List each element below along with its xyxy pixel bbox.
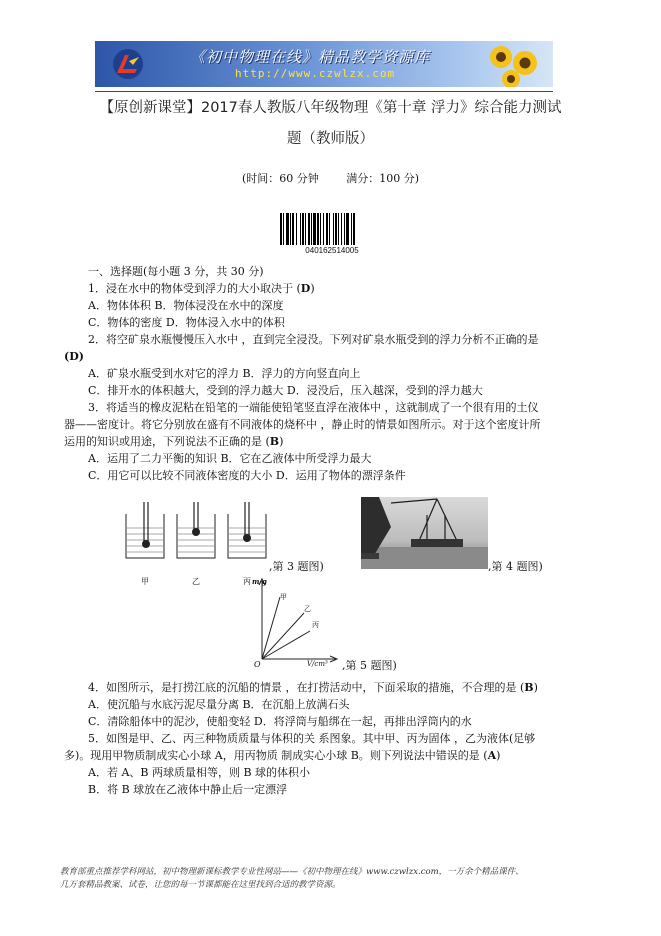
header-divider [95,91,553,92]
barcode-bar [296,213,297,245]
document-title-line2: 题（教师版） [287,131,374,147]
barcode-bar [290,213,291,245]
answer-5: A [487,749,497,762]
barcode-bar [313,213,316,245]
question-2-options-ab: A．矿泉水瓶受到水对它的浮力 B．浮力的方向竖直向上 [88,367,361,380]
question-1-options-cd: C．物体的密度 D．物体浸入水中的体积 [88,316,285,329]
series-label-bing: 丙 [312,621,319,629]
barcode-bar [323,213,324,245]
question-5-line1: 5．如图是甲、乙、丙三种物质质量与体积的关 系图象。其中甲、丙为固体 ，乙为液体(足够 [88,732,536,745]
barcode-bar [333,213,334,245]
figure-5-caption: ,第 5 题图) [342,659,397,672]
barcode-bar [341,213,342,245]
exam-meta [0,170,661,186]
barcode-bar [338,213,339,245]
barcode-bar [302,213,304,245]
label-bing: 丙 [243,577,251,586]
question-3-line2: 器——密度计。将它分别放在盛有不同液体的烧杯中 ，静止时的情景如图所示。对于这个密度计所 [64,418,541,431]
document-title-line1: 【原创新课堂】2017春人教版八年级物理《第十章 浮力》综合能力测试 [99,100,562,116]
origin-label: O [254,660,261,669]
question-4-options-ab: A．使沉船与水底污泥尽量分离 B．在沉船上放满石头 [88,698,350,711]
barcode-bar [280,213,282,245]
barcode-bar [353,213,355,245]
barcode-bar [320,213,321,245]
barcode-bar [305,213,306,245]
footer-line-1: 教育部重点推荐学科网站，初中物理新课标教学专业性网站——《初中物理在线》www.czwlzx.com，一万余个精品课件、 [60,867,524,877]
barcode-bar [283,213,284,245]
barcode-bar [329,213,330,245]
question-1: 1．浸在水中的物体受到浮力的大小取决于 (D) [88,282,315,295]
barcode-bar [308,213,310,245]
figure-3-beakers [122,500,274,572]
x-axis-label: V/cm³ [307,660,328,668]
barcode-bar [292,213,294,245]
question-5-option-a: A．若 A、B 两球质量相等，则 B 球的体积小 [88,766,311,779]
section-heading: 一、选择题(每小题 3 分，共 30 分) [88,265,264,278]
series-label-yi: 乙 [304,605,311,613]
y-axis-label: m/g [252,577,267,586]
banner-title: 《初中物理在线》精品教学资源库 [190,48,431,66]
answer-4: B [524,681,534,694]
barcode-number: 040162514005 [305,246,359,255]
question-3-line1: 3．将适当的橡皮泥粘在铅笔的一端能使铅笔竖直浮在液体中 ，这就制成了一个很有用的土仪 [88,401,539,414]
question-2: 2．将空矿泉水瓶慢慢压入水中 ，直到完全浸没。下列对矿泉水瓶受到的浮力分析不正确的是 [88,333,539,346]
question-5-line2: 多)。现用甲物质制成实心小球 A，用丙物质 制成实心小球 B。则下列说法中错误的是 (A) [64,749,501,762]
question-1-options-ab: A．物体体积 B．物体浸没在水中的深度 [88,299,284,312]
answer-2: (D) [64,350,84,363]
series-label-jia: 甲 [280,593,287,601]
label-jia: 甲 [141,577,149,586]
question-3-options-cd: C．用它可以比较不同液体密度的大小 D．运用了物体的漂浮条件 [88,469,406,482]
barcode-image [278,213,386,245]
beaker-jia [126,514,164,558]
footer-line-2: 几万套精品教案、试卷，让您的每一节课都能在这里找到合适的教学资源。 [60,880,341,890]
header-banner [95,41,553,87]
barcode-bar [317,213,319,245]
answer-1: D [300,282,311,295]
barcode-bar [286,213,289,245]
exam-time: (时间：60 分钟 [241,172,319,185]
label-yi: 乙 [192,577,200,586]
exam-score: 满分：100 分) [346,172,420,185]
figure-3-caption: ,第 3 题图) [269,560,324,573]
figure-4-salvage-photo [361,497,488,569]
answer-3: B [269,435,280,448]
question-4: 4．如图所示，是打捞江底的沉船的情景 ，在打捞活动中，下面采取的措施，不合理的是 (B) [88,681,538,694]
question-4-options-cd: C．清除船体中的泥沙，使船变轻 D．将浮筒与船绑在一起，再排出浮筒内的水 [88,715,472,728]
question-3-options-ab: A．运用了二力平衡的知识 B．它在乙液体中所受浮力最大 [88,452,372,465]
question-2-options-cd: C．排开水的体积越大，受到的浮力越大 D．浸没后，压入越深，受到的浮力越大 [88,384,483,397]
question-3-line3: 运用的知识或用途，下列说法不正确的是 (B) [64,435,284,448]
figure-4-caption: ,第 4 题图) [488,560,543,573]
banner-url[interactable]: http://www.czwlzx.com [235,67,396,80]
barcode-bar [346,213,349,245]
page-footer [60,866,620,892]
question-5-option-b: B．将 B 球放在乙液体中静止后一定漂浮 [88,783,288,796]
barcode-bar [335,213,337,245]
barcode-bar [311,213,312,245]
barcode-bar [351,213,352,245]
barcode-bar [300,213,301,245]
site-logo-icon [111,47,145,81]
sunflower-icon [481,43,541,87]
barcode-bar [326,213,328,245]
barcode-bar [344,213,345,245]
